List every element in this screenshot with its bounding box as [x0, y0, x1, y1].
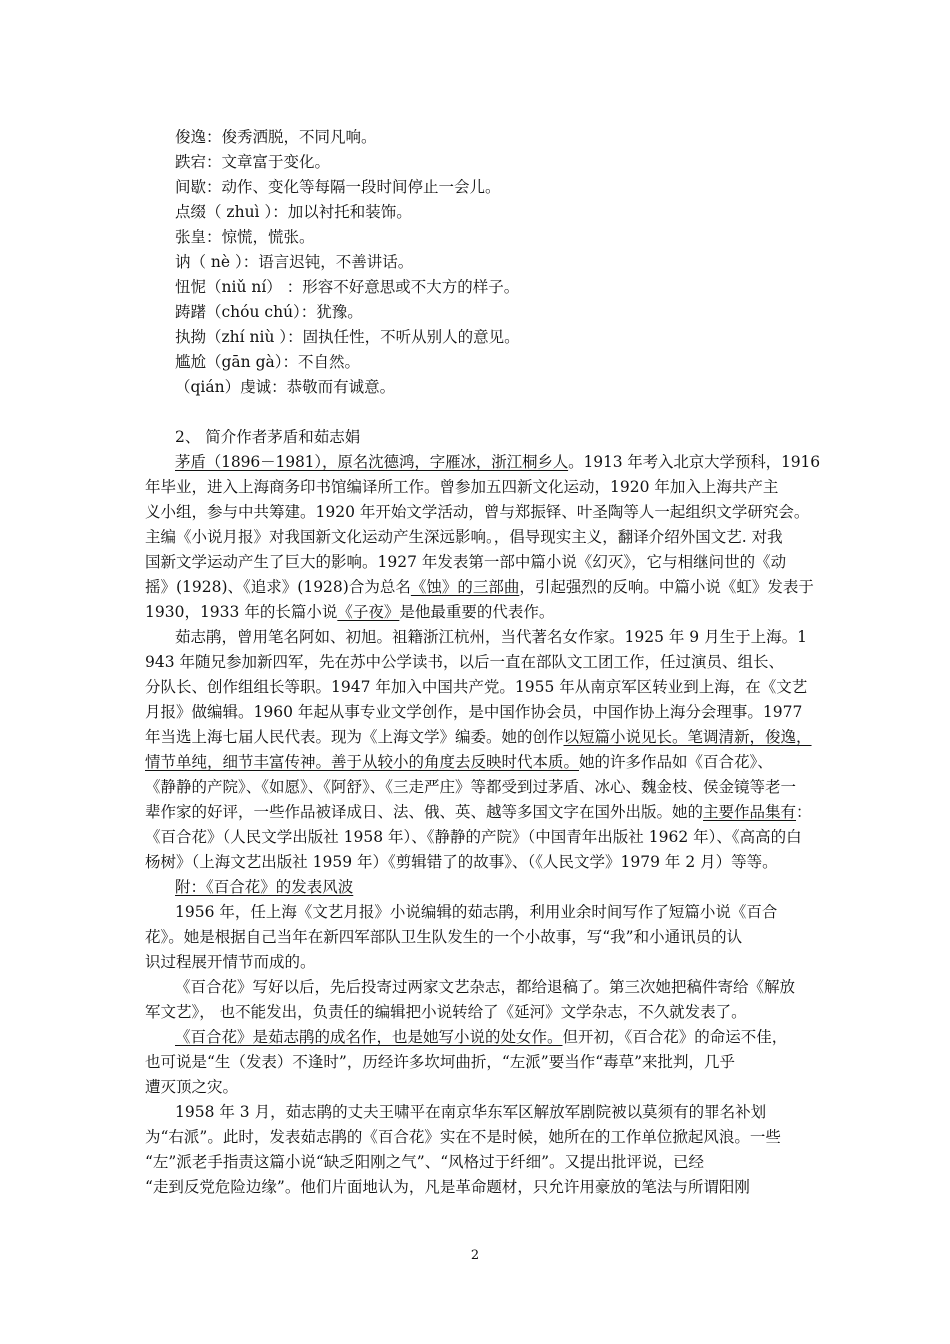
underlined-text: 《子夜》 [337, 603, 400, 621]
vocab-item: （qián）虔诚：恭敬而有诚意。 [175, 378, 396, 396]
paragraph-line: 识过程展开情节而成的。 [145, 953, 316, 971]
paragraph-line [145, 602, 554, 622]
paragraph-line [175, 452, 820, 472]
vocab-item: 跌宕：文章富于变化。 [175, 153, 331, 171]
vocab-item: 点缀（ zhuì ）：加以衬托和装饰。 [175, 203, 412, 221]
vocab-item: 执拗（zhí niù ）：固执任性，不听从别人的意见。 [175, 328, 520, 346]
text-span: 1930，1933 年的长篇小说 [145, 603, 338, 621]
paragraph-line: 杨树》（上海文艺出版社 1959 年）《剪辑错了的故事》、（《人民文学》1979 年 2 月）等等。 [145, 853, 778, 871]
paragraph-line: 943 年随兄参加新四军，先在苏中公学读书，以后一直在部队文工团工作，任过演员、组长、 [145, 653, 785, 671]
underlined-text: 茅盾（1896－1981），原名沈德鸿，字雁冰，浙江桐乡人 [175, 453, 569, 471]
paragraph-line: 义小组，参与中共筹建。1920 年开始文学活动，曾与郑振铎、叶圣陶等人一起组织文学研究会。 [145, 503, 810, 521]
vocab-item: 尴尬（gān gà）：不自然。 [175, 353, 360, 371]
text-span: ： [796, 803, 812, 821]
text-span: 但开初，《百合花》的命运不佳， [562, 1028, 788, 1046]
paragraph-line: 月报》做编辑。1960 年起从事专业文学创作，是中国作协会员，中国作协上海分会理事。1977 [145, 703, 803, 721]
text-span: ，引起强烈的反响。中篇小说《虹》发表于 [519, 578, 814, 596]
paragraph-line [145, 802, 812, 822]
paragraph-line: “走到反党危险边缘”。他们片面地认为，凡是革命题材，只允许用豪放的笔法与所谓阳刚 [145, 1178, 750, 1196]
underlined-text: 以短篇小说见长。笔调清新，俊逸， [563, 728, 812, 746]
paragraph-line: 1956 年，任上海《文艺月报》小说编辑的茹志鹃，利用业余时间写作了短篇小说《百合 [175, 903, 778, 921]
underlined-text: 主要作品集有 [703, 803, 797, 821]
vocab-item: 讷（ nè ）：语言迟钝，不善讲话。 [175, 253, 414, 271]
text-span: 年当选上海七届人民代表。现为《上海文学》编委。她的创作 [145, 728, 564, 746]
vocab-item: 忸怩（niǔ ní） ：形容不好意思或不大方的样子。 [175, 278, 520, 296]
paragraph-line: 主编《小说月报》对我国新文化运动产生深远影响。，倡导现实主义，翻译介绍外国文艺. 对我 [145, 528, 783, 546]
paragraph-line: 《静静的产院》、《如愿》、《阿舒》、《三走严庄》等都受到过茅盾、冰心、魏金枝、侯金镜等老一 [145, 778, 797, 796]
text-span: 辈作家的好评，一些作品被译成日、法、俄、英、越等多国文字在国外出版。她的 [145, 803, 704, 821]
appendix-title: 附：《百合花》的发表风波 [175, 878, 354, 896]
paragraph-line: 茹志鹃，曾用笔名阿如、初旭。祖籍浙江杭州，当代著名女作家。1925 年 9 月生于上海。1 [175, 628, 807, 646]
text-span: 她的许多作品如《百合花》、 [579, 753, 773, 771]
paragraph-line: 《百合花》写好以后，先后投寄过两家文艺杂志，都给退稿了。第三次她把稿件寄给《解放 [175, 978, 796, 996]
text-span: 摇》(1928)、《追求》(1928)合为总名 [145, 578, 411, 596]
paragraph-line: 遭灭顶之灾。 [145, 1078, 239, 1096]
vocab-item: 间歇：动作、变化等每隔一段时间停止一会儿。 [175, 178, 501, 196]
paragraph-line: 花》。她是根据自己当年在新四军部队卫生队发生的一个小故事，写“我”和小通讯员的认 [145, 928, 743, 946]
page-number: 2 [470, 1248, 480, 1263]
vocab-item: 张皇：惊慌，慌张。 [175, 228, 315, 246]
section-heading: 2、 简介作者茅盾和茹志娟 [175, 428, 361, 446]
paragraph-line [145, 577, 814, 597]
paragraph-line: “左”派老手指责这篇小说“缺乏阳刚之气”、“风格过于纤细”。又提出批评说，已经 [145, 1153, 705, 1171]
paragraph-line: 分队长、创作组组长等职。1947 年加入中国共产党。1955 年从南京军区转业到上海，在《文艺 [145, 678, 808, 696]
paragraph-line: 1958 年 3 月，茹志鹃的丈夫王啸平在南京华东军区解放军剧院被以莫须有的罪名补划 [175, 1103, 767, 1121]
text-span: 是他最重要的代表作。 [399, 603, 555, 621]
paragraph-line [145, 752, 773, 772]
paragraph-line: 也可说是“生（发表）不逢时”，历经许多坎坷曲折，“左派”要当作“毒草”来批判，几乎 [145, 1053, 736, 1071]
vocab-item: 踌躇（chóu chú）：犹豫。 [175, 303, 363, 321]
paragraph-line: 军文艺》， 也不能发出，负责任的编辑把小说转给了《延河》文学杂志，不久就发表了。 [145, 1003, 747, 1021]
paragraph-line: 年毕业，进入上海商务印书馆编译所工作。曾参加五四新文化运动，1920 年加入上海共产主 [145, 478, 779, 496]
vocab-item: 俊逸：俊秀洒脱，不同凡响。 [175, 128, 377, 146]
text-span: 。1913 年考入北京大学预科，1916 [568, 453, 820, 471]
paragraph-line: 为“右派”。此时，发表茹志鹃的《百合花》实在不是时候，她所在的工作单位掀起风浪。一些 [145, 1128, 781, 1146]
underlined-text: 《蚀》的三部曲 [410, 578, 520, 596]
paragraph-line [175, 1027, 787, 1047]
paragraph-line: 《百合花》（人民文学出版社 1958 年）、《静静的产院》（中国青年出版社 1962 年）、《高高的白 [145, 828, 802, 846]
paragraph-line: 国新文学运动产生了巨大的影响。1927 年发表第一部中篇小说《幻灭》，它与相继问世的《动 [145, 553, 787, 571]
underlined-text: 《百合花》是茹志鹃的成名作，也是她写小说的处女作。 [175, 1028, 563, 1046]
paragraph-line [145, 727, 812, 747]
underlined-text: 情节单纯，细节丰富传神。善于从较小的角度去反映时代本质。 [145, 753, 580, 771]
